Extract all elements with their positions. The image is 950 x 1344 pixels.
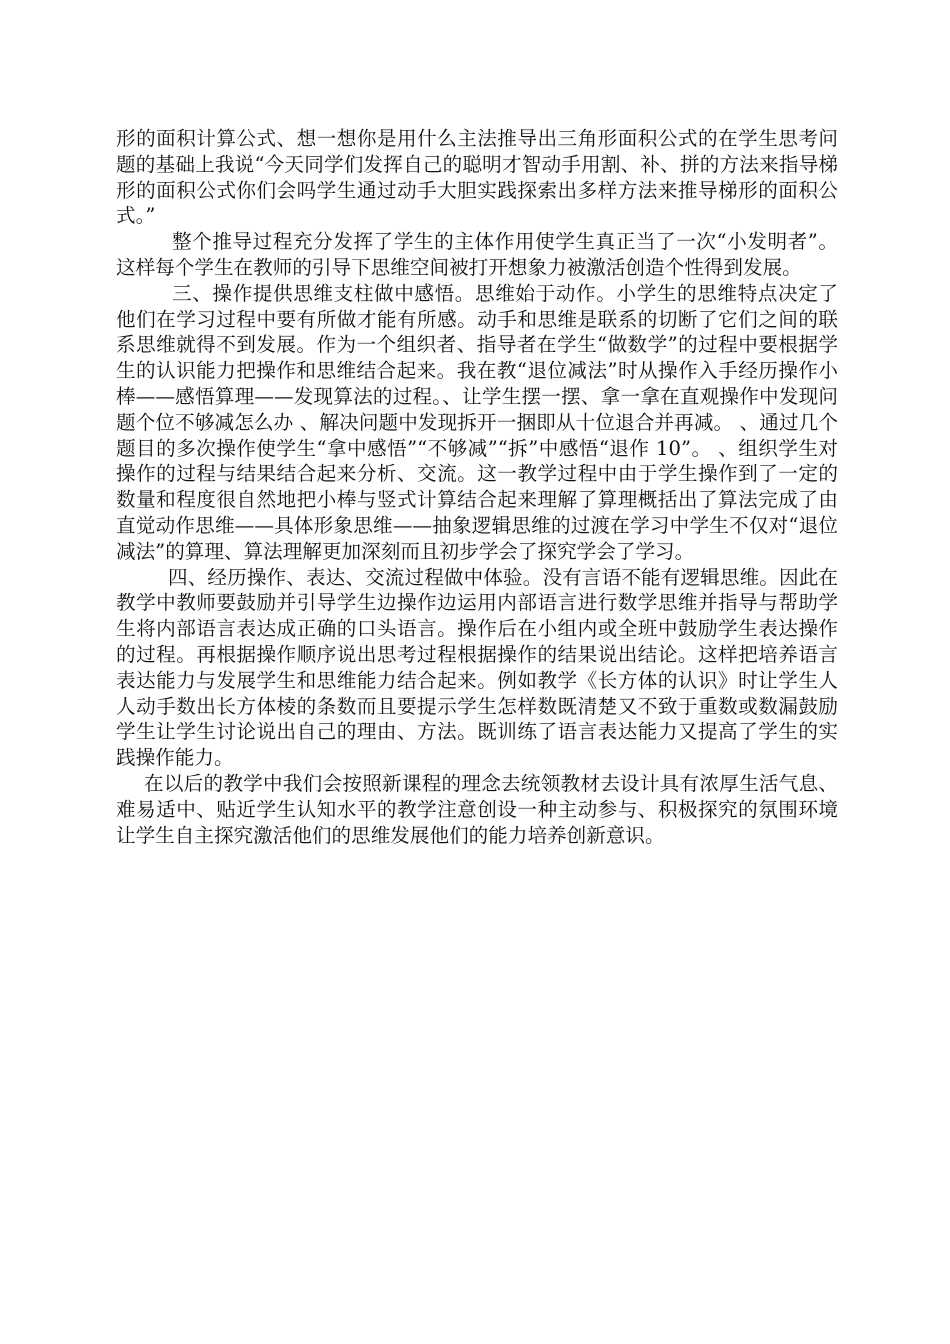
paragraph-3: 三、操作提供思维支柱做中感悟。思维始于动作。小学生的思维特点决定了他们在学习过程中要有所做才能有所感。动手和思维是联系的切断了它们之间的联系思维就得不到发展。作为一个组织者、指导者在学生“做数学”的过程中要根据学生的认识能力把操作和思维结合起来。我在教“退位减法”时从操作入手经历操作小棒——感悟算理——发现算法的过程。、让学生摆一摆、拿一拿在直观操作中发现问题个位不够减怎么办 、解决问题中发现拆开一捆即从十位退合并再减。 、通过几个题目的多次操作使学生“拿中感悟”“不够减”“拆”中感悟“退作 10”。 、组织学生对操作的过程与结果结合起来分析、交流。这一教学过程中由于学生操作到了一定的数量和程度很自然地把小棒与竖式计算结合起来理解了算理概括出了算法完成了由直觉动作思维——具体形象思维——抽象逻辑思维的过渡在学习中学生不仅对“退位减法”的算理、算法理解更加深刻而且初步学会了探究学会了学习。: [116, 281, 838, 563]
paragraph-5: 在以后的教学中我们会按照新课程的理念去统领教材去设计具有浓厚生活气息、难易适中、贴近学生认知水平的教学注意创设一种主动参与、积极探究的氛围环境让学生自主探究激活他们的思维发展他们的能力培养创新意识。: [116, 771, 838, 847]
paragraph-4: 四、经历操作、表达、交流过程做中体验。没有言语不能有逻辑思维。因此在教学中教师要鼓励并引导学生边操作边运用内部语言进行数学思维并指导与帮助学生将内部语言表达成正确的口头语言。操作后在小组内或全班中鼓励学生表达操作的过程。再根据操作顺序说出思考过程根据操作的结果说出结论。这样把培养语言表达能力与发展学生和思维能力结合起来。例如教学《长方体的认识》时让学生人人动手数出长方体棱的条数而且要提示学生怎样数既清楚又不致于重数或数漏鼓励学生让学生讨论说出自己的理由、方法。既训练了语言表达能力又提高了学生的实践操作能力。: [116, 565, 838, 770]
paragraph-1: 形的面积计算公式、想一想你是用什么主法推导出三角形面积公式的在学生思考问题的基础上我说“今天同学们发挥自己的聪明才智动手用割、补、拼的方法来指导梯形的面积公式你们会吗学生通过动手大胆实践探索出多样方法来推导梯形的面积公式。”: [116, 127, 838, 228]
paragraph-2: 整个推导过程充分发挥了学生的主体作用使学生真正当了一次“小发明者”。这样每个学生在教师的引导下思维空间被打开想象力被激活创造个性得到发展。: [116, 230, 838, 279]
document-body: [116, 126, 838, 848]
